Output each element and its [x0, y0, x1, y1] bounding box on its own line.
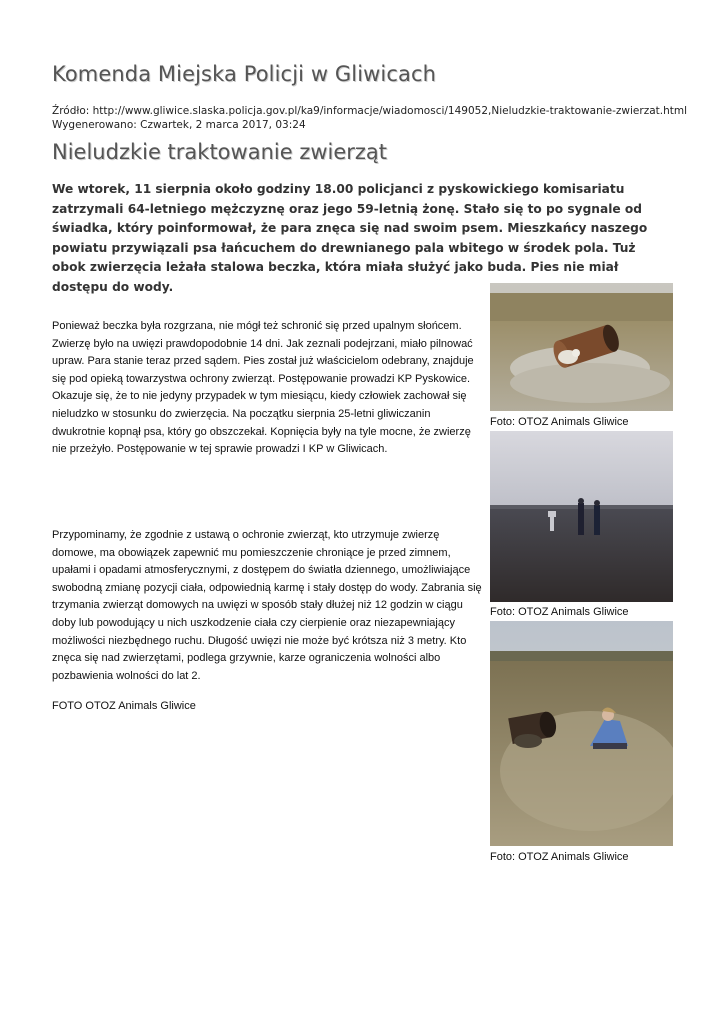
photo-caption: Foto: OTOZ Animals Gliwice [490, 416, 629, 428]
site-title: Komenda Miejska Policji w Gliwicach [52, 62, 437, 86]
photo-officers-field [490, 431, 673, 602]
article-paragraph: Ponieważ beczka była rozgrzana, nie mógł też schronić się przed upalnym słońcem. Zwierzę było na uwięzi prawdopodobnie 14 dni. Jak zeznali podejrzani, miało pilnować upraw. Para stanie teraz przed sądem. Pies został już właścicielom odebrany, znajduje się pod opieką towarzystwa ochrony zwierząt. Postępowanie prowadzi KP Pyskowice. Okazuje się, że to nie jedyny przypadek w tym miesiącu, kiedy człowiek zachował się nieludzko w stosunku do zwierzęcia. Na początku sierpnia 25-letni gliwiczanin dwukrotnie kopnął psa, który go obszczekał. Kopnięcia były na tyle mocne, że zwierzę nie przeżyło. Postępowanie w tej sprawie prowadzi I KP w Gliwicach. [52, 320, 474, 456]
document-meta [52, 104, 687, 132]
photo-person-barrel [490, 621, 673, 846]
photo-credit: FOTO OTOZ Animals Gliwice [52, 700, 196, 712]
photo-dog-barrel [490, 283, 673, 411]
photo-caption: Foto: OTOZ Animals Gliwice [490, 606, 629, 618]
photo-caption: Foto: OTOZ Animals Gliwice [490, 851, 629, 863]
article-paragraph: Przypominamy, że zgodnie z ustawą o ochronie zwierząt, kto utrzymuje zwierzę domowe, ma obowiązek zapewnić mu pomieszczenie chroniące je przed zimnem, upałami i opadami atmosferycznymi, z dostępem do światła dziennego, umożliwiające swobodną zmianę pozycji ciała, odpowiednią karmę i stały dostęp do wody. Zabrania się trzymania zwierząt domowych na uwięzi w sposób stały dłużej niż 12 godzin w ciągu doby lub powodujący u nich uszkodzenie ciała czy cierpienie oraz niezapewniający możliwości niezbędnego ruchu. Długość uwięzi nie może być krótsza niż 3 metry. Kto znęca się nad zwierzętami, podlega grzywnie, karze ograniczenia wolności albo pozbawienia wolności do lat 2. [52, 529, 482, 682]
article-lead: We wtorek, 11 sierpnia około godziny 18.00 policjanci z pyskowickiego komisariatu zatrzymali 64-letniego mężczyznę oraz jego 59-letnią żonę. Stało się to po sygnale od świadka, który poinformował, że para znęca się nad swoim psem. Mieszkańcy naszego powiatu przywiązali psa łańcuchem do drewnianego pala wbitego w środek pola. Tuż obok zwierzęcia leżała stalowa beczka, która miała służyć jako buda. Pies nie miał dostępu do wody. [52, 182, 648, 294]
generated-line: Wygenerowano: Czwartek, 2 marca 2017, 03:24 [52, 119, 306, 131]
article-title: Nieludzkie traktowanie zwierząt [52, 140, 388, 164]
source-line: Źródło: http://www.gliwice.slaska.policja.gov.pl/ka9/informacje/wiadomosci/149052,Nieludzkie-traktowanie-zwierzat.html [52, 105, 688, 117]
